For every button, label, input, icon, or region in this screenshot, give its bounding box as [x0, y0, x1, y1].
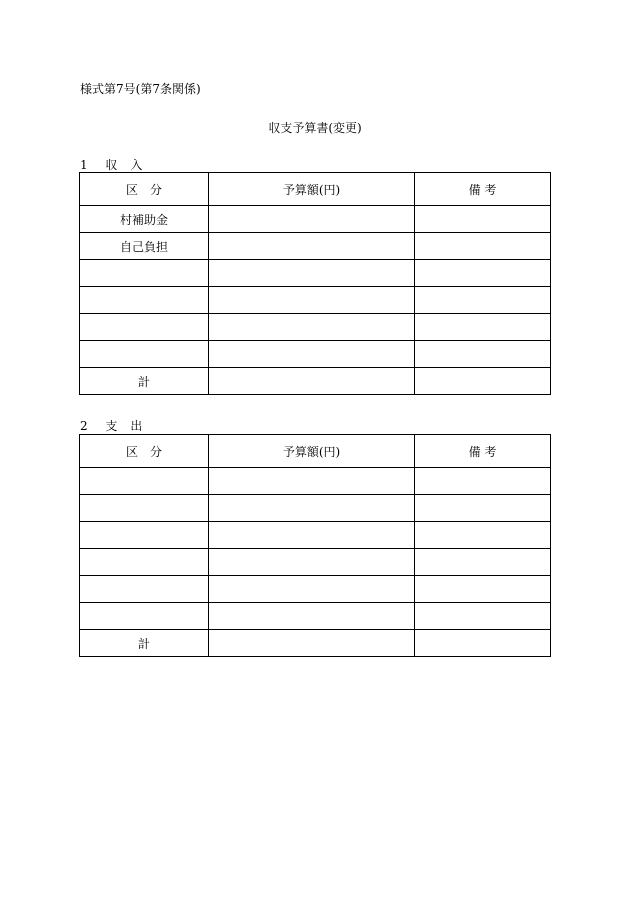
expenditure-header-row: [80, 435, 551, 468]
table-row: [80, 341, 551, 368]
table-row: [80, 314, 551, 341]
form-number: 様式第7号(第7条関係): [80, 82, 201, 96]
expenditure-remarks-cell[interactable]: [415, 549, 551, 576]
income-category-cell[interactable]: 自己負担: [80, 233, 209, 260]
expenditure-section-number: 2: [80, 419, 89, 433]
table-row: [80, 206, 551, 233]
expenditure-amount-cell[interactable]: [209, 549, 415, 576]
income-header-row: [80, 173, 551, 206]
income-category-cell[interactable]: [80, 314, 209, 341]
expenditure-amount-cell[interactable]: [209, 522, 415, 549]
expenditure-header-category: 区 分: [80, 435, 209, 468]
income-category-cell[interactable]: [80, 341, 209, 368]
income-category-cell[interactable]: [80, 287, 209, 314]
income-amount-cell[interactable]: [209, 206, 415, 233]
expenditure-total-row: [80, 630, 551, 657]
document-title: 収支予算書(変更): [268, 121, 362, 135]
income-remarks-cell[interactable]: [415, 341, 551, 368]
income-header-amount: 予算額(円): [209, 173, 415, 206]
expenditure-section-label: 支 出: [105, 419, 143, 433]
expenditure-remarks-cell[interactable]: [415, 576, 551, 603]
expenditure-section-heading: [80, 417, 143, 434]
expenditure-total-amount-cell[interactable]: [209, 630, 415, 657]
income-section-heading: [80, 156, 143, 173]
income-category-cell[interactable]: 村補助金: [80, 206, 209, 233]
income-amount-cell[interactable]: [209, 233, 415, 260]
expenditure-amount-cell[interactable]: [209, 576, 415, 603]
expenditure-total-remarks-cell[interactable]: [415, 630, 551, 657]
table-row: [80, 495, 551, 522]
income-total-row: [80, 368, 551, 395]
table-row: [80, 287, 551, 314]
income-category-cell[interactable]: [80, 260, 209, 287]
income-amount-cell[interactable]: [209, 341, 415, 368]
expenditure-remarks-cell[interactable]: [415, 468, 551, 495]
income-total-remarks-cell[interactable]: [415, 368, 551, 395]
expenditure-category-cell[interactable]: [80, 549, 209, 576]
income-remarks-cell[interactable]: [415, 260, 551, 287]
expenditure-amount-cell[interactable]: [209, 603, 415, 630]
income-remarks-cell[interactable]: [415, 206, 551, 233]
table-row: [80, 233, 551, 260]
income-remarks-cell[interactable]: [415, 287, 551, 314]
income-remarks-cell[interactable]: [415, 233, 551, 260]
expenditure-header-amount: 予算額(円): [209, 435, 415, 468]
expenditure-amount-cell[interactable]: [209, 495, 415, 522]
expenditure-category-cell[interactable]: [80, 522, 209, 549]
income-header-remarks: 備 考: [415, 173, 551, 206]
table-row: [80, 576, 551, 603]
expenditure-remarks-cell[interactable]: [415, 495, 551, 522]
income-total-amount-cell[interactable]: [209, 368, 415, 395]
expenditure-header-remarks: 備 考: [415, 435, 551, 468]
income-total-label: 計: [80, 368, 209, 395]
expenditure-category-cell[interactable]: [80, 468, 209, 495]
income-section-number: 1: [80, 158, 89, 172]
income-section-label: 収 入: [105, 158, 143, 172]
expenditure-amount-cell[interactable]: [209, 468, 415, 495]
table-row: [80, 522, 551, 549]
income-table: [79, 172, 551, 395]
expenditure-total-label: 計: [80, 630, 209, 657]
table-row: [80, 468, 551, 495]
income-header-category: 区 分: [80, 173, 209, 206]
expenditure-remarks-cell[interactable]: [415, 603, 551, 630]
income-remarks-cell[interactable]: [415, 314, 551, 341]
expenditure-category-cell[interactable]: [80, 603, 209, 630]
expenditure-remarks-cell[interactable]: [415, 522, 551, 549]
income-amount-cell[interactable]: [209, 287, 415, 314]
table-row: [80, 260, 551, 287]
table-row: [80, 549, 551, 576]
expenditure-category-cell[interactable]: [80, 495, 209, 522]
table-row: [80, 603, 551, 630]
income-amount-cell[interactable]: [209, 260, 415, 287]
income-amount-cell[interactable]: [209, 314, 415, 341]
expenditure-category-cell[interactable]: [80, 576, 209, 603]
expenditure-table: [79, 434, 551, 657]
